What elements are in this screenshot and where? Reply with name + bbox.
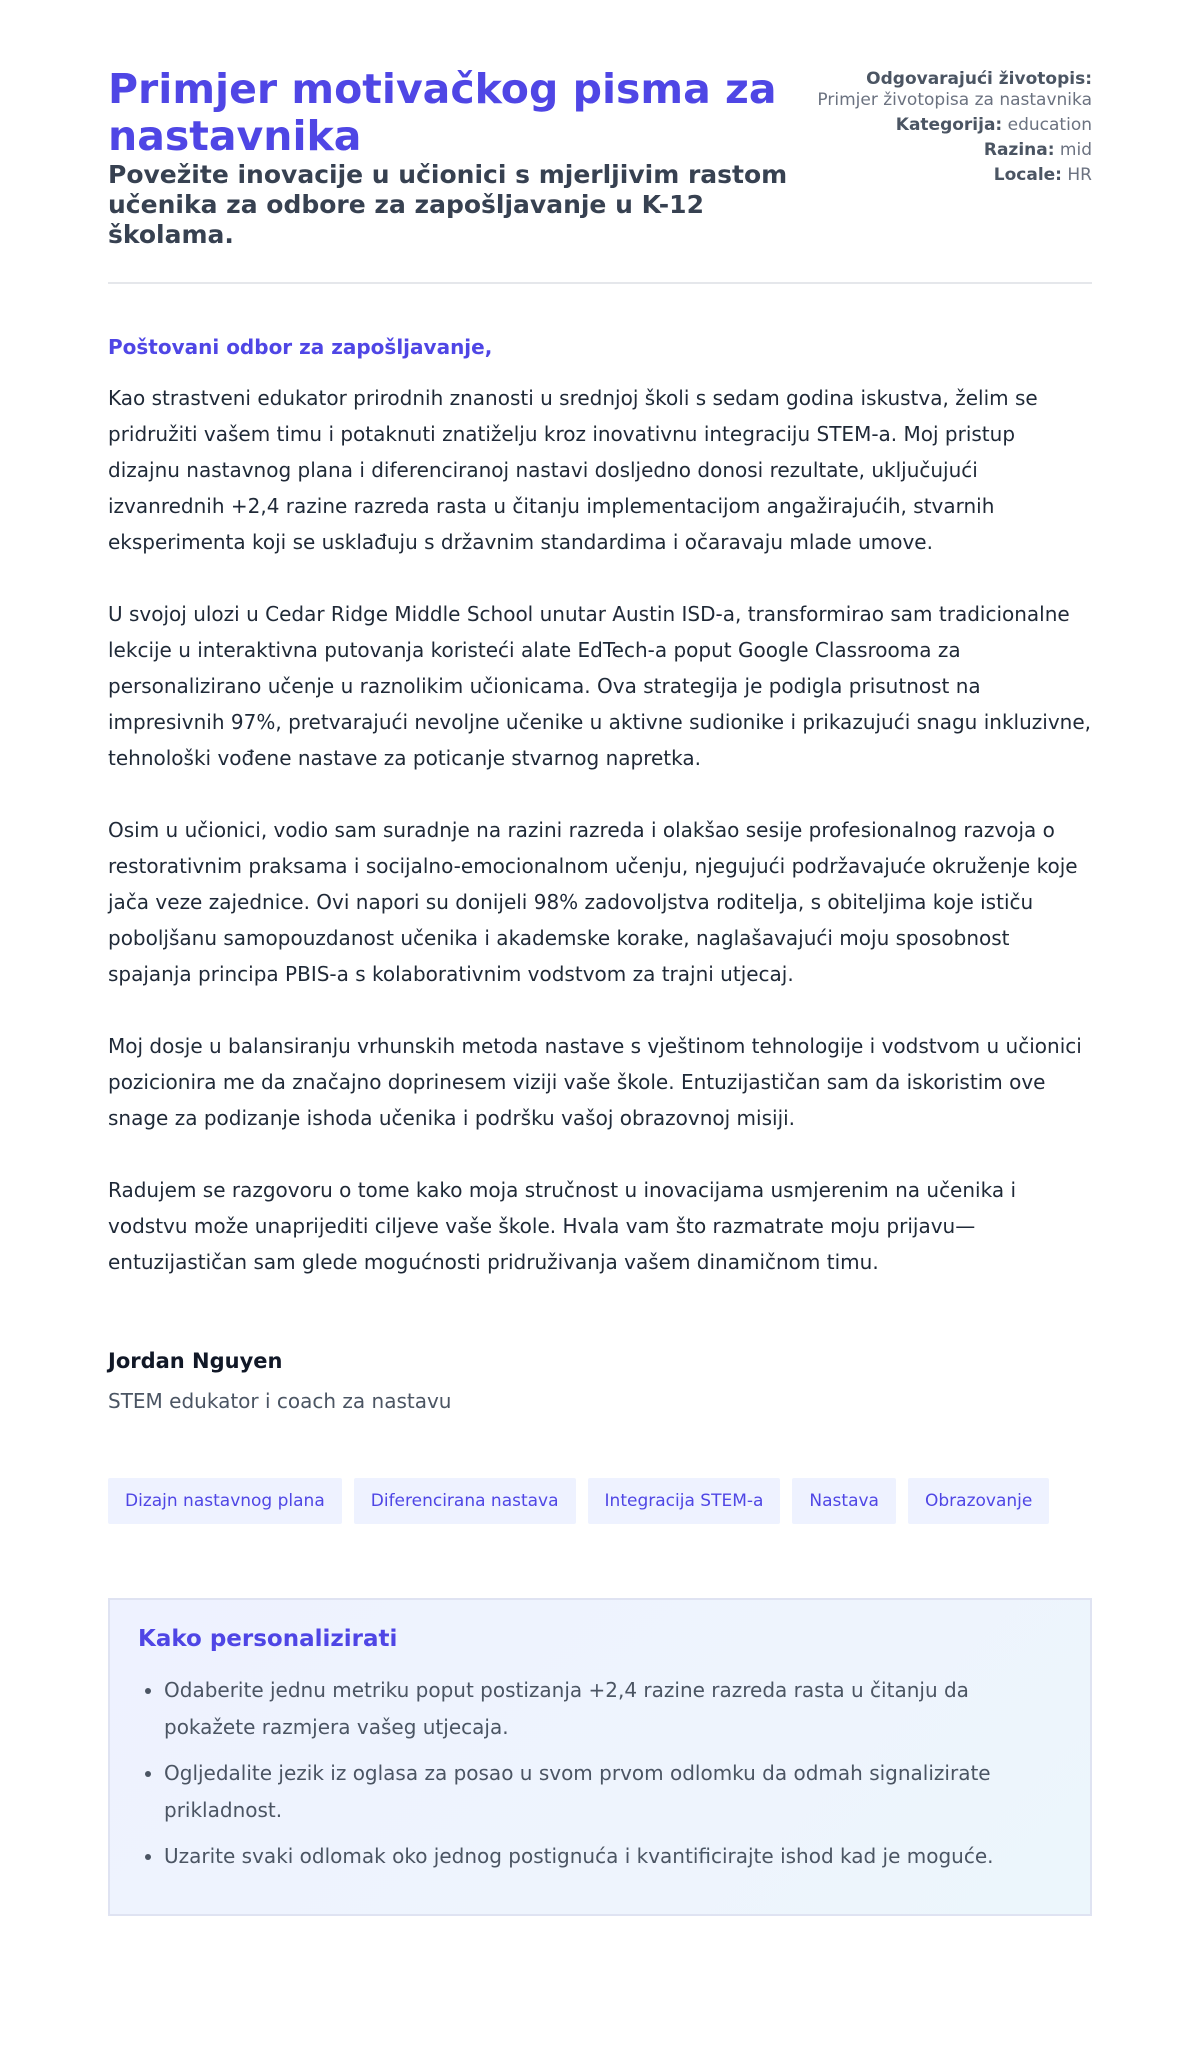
signature-name: Jordan Nguyen xyxy=(108,1349,283,1373)
tips-list xyxy=(138,1672,1062,1875)
signature-block xyxy=(108,1348,1092,1414)
tips-list-item: • Uzarite svaki odlomak oko jednog postignuća i kvantificirajte ishod kad je moguće. xyxy=(164,1838,1062,1875)
letter-greeting: Poštovani odbor za zapošljavanje, xyxy=(108,335,493,359)
letter-paragraph: Moj dosje u balansiranju vrhunskih metoda nastave s vještinom tehnologije i vodstvom u učionici pozicionira me da značajno doprinesem viziji vaše škole. Entuzijastičan sam da iskoristim ove snage za podizanje ishoda učenika i podršku vašoj obrazovnoj misiji. xyxy=(108,1034,1082,1130)
tips-list-item: • Ogljedalite jezik iz oglasa za posao u svom prvom odlomku da odmah signalizirate prikladnost. xyxy=(164,1755,1062,1829)
meta-locale-label: Locale: xyxy=(993,165,1062,185)
letter-paragraph: Osim u učionici, vodio sam suradnje na razini razreda i olakšao sesije profesionalnog razvoja o restorativnim praksama i socijalno-emocionalnom učenju, njegujući podržavajuće okruženje koje jača veze zajednice. Ovi napori su donijeli 98% zadovoljstva roditelja, s obiteljima koje ističu poboljšanu samopouzdanost učenika i akademske korake, naglašavajući moju sposobnost spajanja principa PBIS-a s kolaborativnim vodstvom za trajni utjecaj. xyxy=(108,818,1078,986)
meta-resume-label: Odgovarajući životopis: xyxy=(866,69,1092,89)
meta-level-label: Razina: xyxy=(983,140,1055,160)
letter-paragraph: Radujem se razgovoru o tome kako moja stručnost u inovacijama usmjerenim na učenika i vodstvu može unaprijediti ciljeve vaše škole. Hvala vam što razmatrate moju prijavu—entuzijastičan sam glede mogućnosti pridruživanja vašem dinamičnom timu. xyxy=(108,1178,1016,1274)
meta-level-value: mid xyxy=(1059,140,1092,160)
tips-list-item: • Odaberite jednu metriku poput postizanja +2,4 razine razreda rasta u čitanju da pokažete razmjera vašeg utjecaja. xyxy=(164,1672,1062,1746)
meta-category-value: education xyxy=(1007,115,1092,135)
meta-category xyxy=(803,115,1092,136)
personalize-tips-box xyxy=(108,1598,1092,1916)
page-subtitle: Povežite inovacije u učionici s mjerljivim rastom učenika za odbore za zapošljavanje u K-12 školama. xyxy=(108,160,788,249)
tag-chip[interactable]: Integracija STEM-a xyxy=(588,1478,781,1524)
page-header xyxy=(108,0,1092,284)
meta-level xyxy=(803,140,1092,161)
letter-body xyxy=(108,334,1092,1414)
meta-locale-value: HR xyxy=(1067,165,1092,185)
signature-role: STEM edukator i coach za nastavu xyxy=(108,1389,452,1413)
meta-panel xyxy=(803,66,1092,190)
letter-paragraph: U svojoj ulozi u Cedar Ridge Middle School unutar Austin ISD-a, transformirao sam tradicionalne lekcije u interaktivna putovanja koristeći alate EdTech-a poput Google Classrooma za personalizirano učenje u raznolikim učionicama. Ova strategija je podigla prisutnost na impresivnih 97%, pretvarajući nevoljne učenike u aktivne sudionike i prikazujući snagu inkluzivne, tehnološki vođene nastave za poticanje stvarnog napretka. xyxy=(108,602,1091,770)
tag-chip[interactable]: Nastava xyxy=(792,1478,896,1524)
page-title: Primjer motivačkog pisma za nastavnika xyxy=(108,65,777,160)
meta-locale xyxy=(803,165,1092,186)
letter-paragraph: Kao strastveni edukator prirodnih znanosti u srednjoj školi s sedam godina iskustva, želim se pridružiti vašem timu i potaknuti znatiželju kroz inovativnu integraciju STEM-a. Moj pristup dizajnu nastavnog plana i diferenciranoj nastavi dosljedno donosi rezultate, uključujući izvanrednih +2,4 razine razreda rasta u čitanju implementacijom angažirajućih, stvarnih eksperimenta koji se usklađuju s državnim standardima i očaravaju mlade umove. xyxy=(108,386,1038,554)
tag-list xyxy=(108,1478,1092,1524)
tag-chip[interactable]: Dizajn nastavnog plana xyxy=(108,1478,342,1524)
tag-chip[interactable]: Diferencirana nastava xyxy=(354,1478,576,1524)
header-titles xyxy=(108,66,803,250)
meta-resume xyxy=(803,69,1092,111)
tag-chip[interactable]: Obrazovanje xyxy=(908,1478,1049,1524)
tips-title: Kako personalizirati xyxy=(138,1626,398,1652)
meta-category-label: Kategorija: xyxy=(895,115,1003,135)
meta-resume-value: Primjer životopisa za nastavnika xyxy=(817,90,1092,110)
